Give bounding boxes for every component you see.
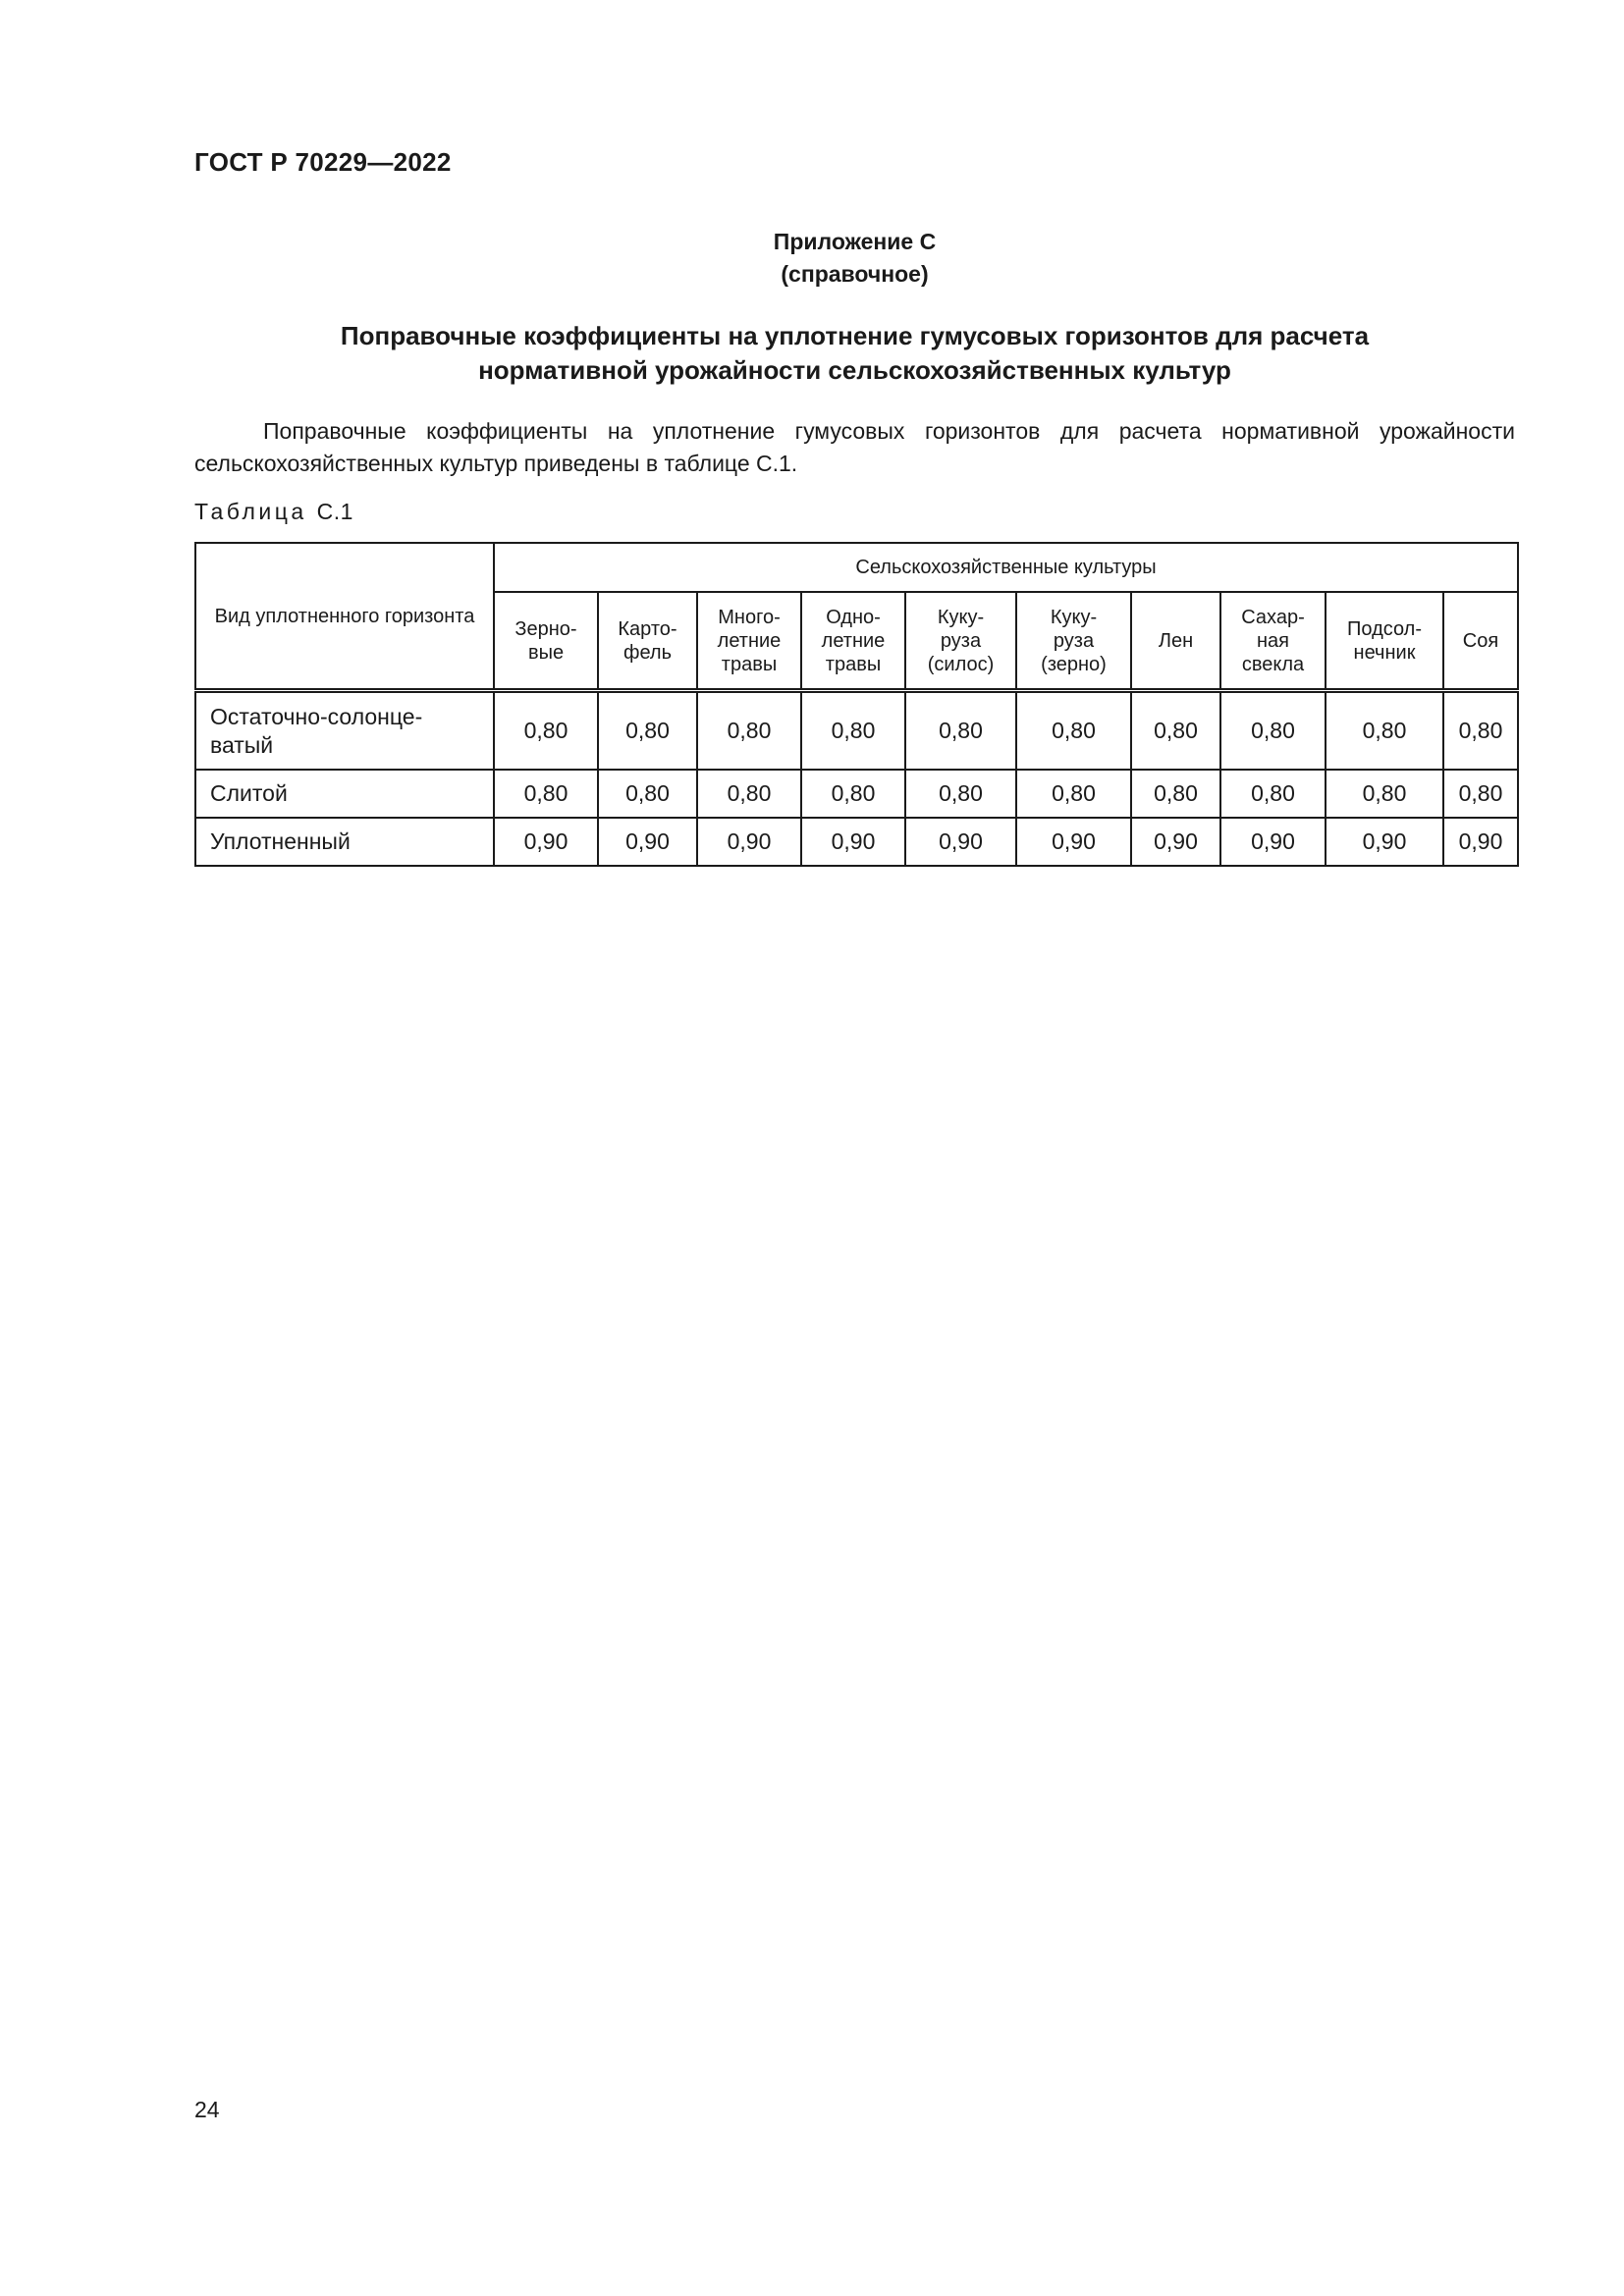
column-header-line: Много-	[718, 606, 781, 628]
table-caption-label: Таблица	[194, 499, 307, 524]
column-header-line: Сахар-	[1241, 606, 1305, 628]
column-header	[697, 592, 801, 691]
row-name-cell	[195, 691, 494, 771]
column-header-line: летние	[717, 629, 782, 652]
column-header	[905, 592, 1016, 691]
table-caption	[194, 499, 353, 525]
column-header-line: травы	[825, 653, 882, 675]
group-header-cell: Сельскохозяйственные культуры	[494, 543, 1518, 592]
row-name-cell	[195, 818, 494, 866]
column-header-line: Соя	[1462, 629, 1499, 652]
column-header-line: нечник	[1353, 641, 1416, 664]
value-cell: 0,90	[598, 818, 697, 866]
column-header-line: Одно-	[826, 606, 881, 628]
column-header-line: летние	[821, 629, 886, 652]
value-cell: 0,80	[598, 770, 697, 818]
annex-title-line-2: нормативной урожайности сельскохозяйственных культур	[478, 355, 1231, 385]
row-name-line: Слитой	[210, 780, 288, 806]
value-cell: 0,90	[1220, 818, 1326, 866]
value-cell: 0,80	[1220, 691, 1326, 771]
row-name-cell	[195, 770, 494, 818]
coefficients-table	[194, 542, 1519, 867]
column-header-line: руза	[1053, 629, 1095, 652]
annex-heading	[194, 226, 1515, 291]
column-header-line: ная	[1257, 629, 1289, 652]
value-cell: 0,80	[697, 691, 801, 771]
column-header-line: травы	[721, 653, 778, 675]
column-header-line: Карто-	[618, 617, 677, 640]
value-cell: 0,80	[1220, 770, 1326, 818]
value-cell: 0,90	[1443, 818, 1518, 866]
column-header-line: свекла	[1241, 653, 1305, 675]
annex-title	[194, 319, 1515, 388]
value-cell: 0,90	[905, 818, 1016, 866]
row-name-line: Остаточно-солонце-	[210, 703, 423, 729]
value-cell: 0,80	[905, 691, 1016, 771]
column-header-line: Подсол-	[1347, 617, 1422, 640]
value-cell: 0,80	[494, 691, 598, 771]
table-row	[195, 770, 1518, 818]
annex-label: Приложение С	[773, 229, 937, 254]
table-caption-number: С.1	[316, 499, 353, 524]
column-header	[1326, 592, 1443, 691]
column-header-line: фель	[623, 641, 672, 664]
column-header-line: (силос)	[927, 653, 995, 675]
column-header-line: (зерно)	[1041, 653, 1107, 675]
annex-title-line-1: Поправочные коэффициенты на уплотнение гумусовых горизонтов для расчета	[340, 321, 1370, 350]
document-code: ГОСТ Р 70229—2022	[194, 147, 452, 177]
row-header-cell: Вид уплотненного горизонта	[195, 543, 494, 691]
value-cell: 0,80	[598, 691, 697, 771]
value-cell: 0,80	[1131, 691, 1220, 771]
value-cell: 0,80	[1326, 691, 1443, 771]
table-row	[195, 691, 1518, 771]
value-cell: 0,80	[1443, 770, 1518, 818]
value-cell: 0,80	[1016, 691, 1131, 771]
table-row	[195, 818, 1518, 866]
column-header	[494, 592, 598, 691]
column-header	[801, 592, 905, 691]
column-header	[1016, 592, 1131, 691]
row-name-line: ватый	[210, 731, 274, 758]
value-cell: 0,90	[494, 818, 598, 866]
value-cell: 0,90	[1131, 818, 1220, 866]
value-cell: 0,80	[905, 770, 1016, 818]
page-number: 24	[194, 2097, 220, 2122]
value-cell: 0,80	[494, 770, 598, 818]
value-cell: 0,90	[1326, 818, 1443, 866]
table-body	[195, 691, 1518, 867]
column-header	[1220, 592, 1326, 691]
value-cell: 0,90	[801, 818, 905, 866]
column-header	[598, 592, 697, 691]
column-header-line: вые	[527, 641, 565, 664]
value-cell: 0,80	[1016, 770, 1131, 818]
column-header-line: Лен	[1158, 629, 1194, 652]
value-cell: 0,90	[1016, 818, 1131, 866]
value-cell: 0,80	[801, 770, 905, 818]
value-cell: 0,80	[697, 770, 801, 818]
value-cell: 0,90	[697, 818, 801, 866]
value-cell: 0,80	[1443, 691, 1518, 771]
column-header-line: Куку-	[1050, 606, 1098, 628]
column-header-line: руза	[940, 629, 982, 652]
column-header-line: Зерно-	[514, 617, 577, 640]
column-header	[1443, 592, 1518, 691]
intro-paragraph: Поправочные коэффициенты на уплотнение гумусовых горизонтов для расчета нормативной урожайности сельскохозяйственных культур приведены в таблице С.1.	[194, 418, 1515, 476]
column-header-line: Куку-	[937, 606, 985, 628]
annex-status: (справочное)	[781, 261, 929, 287]
row-name-line: Уплотненный	[210, 828, 351, 854]
value-cell: 0,80	[1131, 770, 1220, 818]
column-header	[1131, 592, 1220, 691]
value-cell: 0,80	[801, 691, 905, 771]
value-cell: 0,80	[1326, 770, 1443, 818]
